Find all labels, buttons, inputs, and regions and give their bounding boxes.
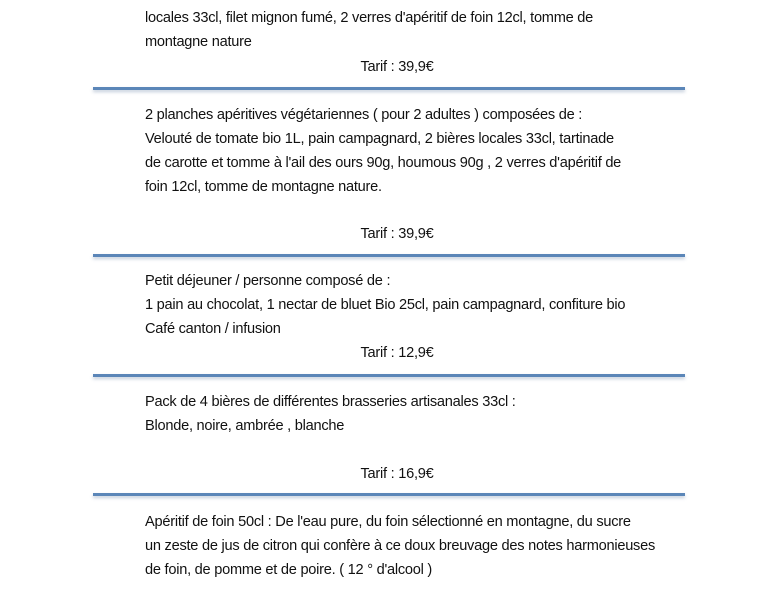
divider — [93, 374, 685, 377]
description-line: Velouté de tomate bio 1L, pain campagnard, 2 bières locales 33cl, tartinade — [145, 131, 614, 147]
divider — [93, 254, 685, 257]
description-line: de foin, de pomme et de poire. ( 12 ° d'alcool ) — [145, 562, 433, 578]
description-line: Café canton / infusion — [145, 321, 281, 337]
price: Tarif : 39,9€ — [360, 59, 434, 75]
description-line: locales 33cl, filet mignon fumé, 2 verres d'apéritif de foin 12cl, tomme de — [145, 10, 594, 26]
description-line: 1 pain au chocolat, 1 nectar de bluet Bio 25cl, pain campagnard, confiture bio — [145, 297, 626, 313]
price: Tarif : 39,9€ — [360, 226, 434, 242]
description-line: Petit déjeuner / personne composé de : — [145, 273, 391, 289]
description-line: Pack de 4 bières de différentes brasseries artisanales 33cl : — [145, 394, 516, 410]
description-line: Blonde, noire, ambrée , blanche — [145, 418, 345, 434]
description-line: un zeste de jus de citron qui confère à ce doux breuvage des notes harmonieuses — [145, 538, 656, 554]
description-line: Apéritif de foin 50cl : De l'eau pure, du foin sélectionné en montagne, du sucre — [145, 514, 631, 530]
description-line: de carotte et tomme à l'ail des ours 90g, houmous 90g , 2 verres d'apéritif de — [145, 155, 622, 171]
divider — [93, 493, 685, 496]
price: Tarif : 16,9€ — [360, 466, 434, 482]
description-line: montagne nature — [145, 34, 252, 50]
price: Tarif : 12,9€ — [360, 345, 434, 361]
description-line: 2 planches apéritives végétariennes ( pour 2 adultes ) composées de : — [145, 107, 583, 123]
divider — [93, 87, 685, 90]
description-line: foin 12cl, tomme de montagne nature. — [145, 179, 382, 195]
